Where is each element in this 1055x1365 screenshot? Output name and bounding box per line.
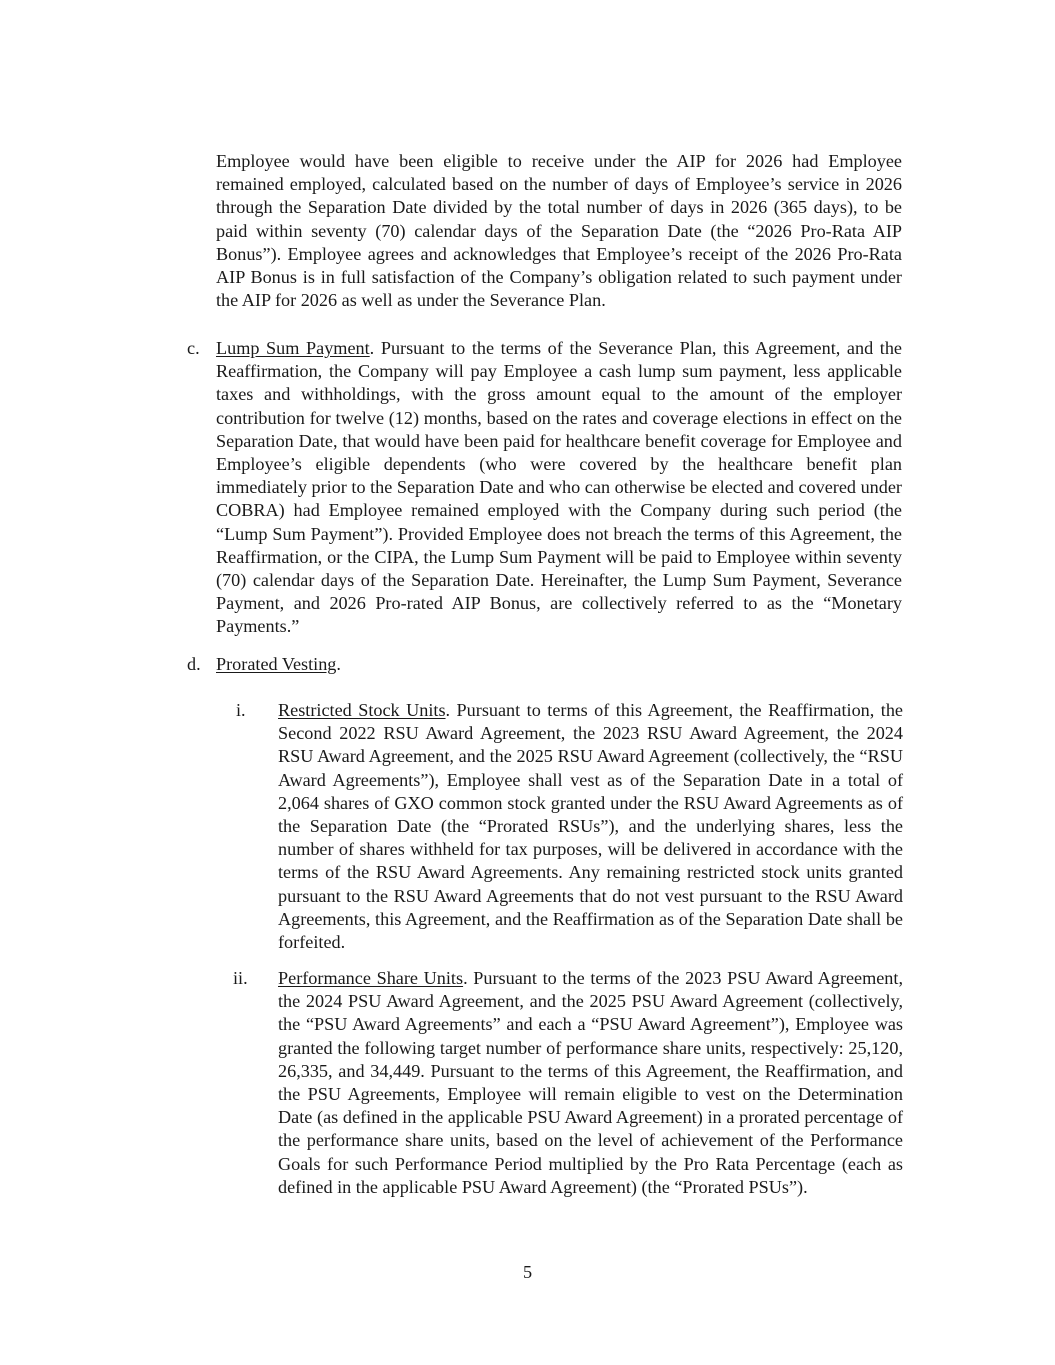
intro-paragraph: Employee would have been eligible to receive under the AIP for 2026 had Employee remained employed, calculated based on the number of days of Employee’s service in 2026 through the Separation Date divided by the total number of days in 2026 (365 days), to be paid within seventy (70) calendar days of the Separation Date (the “2026 Pro-Rata AIP Bonus”). Employee agrees and acknowledges that Employee’s receipt of the 2026 Pro-Rata AIP Bonus is in full satisfaction of the Company’s obligation related to such payment under the AIP for 2026 as well as under the Severance Plan. [216,151,902,311]
section-d-heading-suffix: . [336,654,341,674]
item-ii-text: . Pursuant to the terms of the 2023 PSU Award Agreement, the 2024 PSU Award Agreement, and the 2025 PSU Award Agreement (collectively, the “PSU Award Agreements” and each a “PSU Award Agreement”), Employee was granted the following target number of performance share units, respectively: 25,120, 26,335, and 34,449. Pursuant to the terms of this Agreement, the Reaffirmation, and the PSU Agreements, Employee will remain eligible to vest on the Determination Date (as defined in the applicable PSU Award Agreement) in a prorated percentage of the performance share units, based on the level of achievement of the Performance Goals for such Performance Period multiplied by the Pro Rata Percentage (each as defined in the applicable PSU Award Agreement) (the “Prorated PSUs”). [278,968,903,1197]
section-d-heading-line [216,653,902,676]
page-number: 5 [522,1262,533,1282]
section-c-text: . Pursuant to the terms of the Severance Plan, this Agreement, and the Reaffirmation, the Company will pay Employee a cash lump sum payment, less applicable taxes and withholdings, with the gross amount equal to the amount of the employer contribution for twelve (12) months, based on the rates and coverage elections in effect on the Separation Date, that would have been paid for healthcare benefit coverage for Employee and Employee’s eligible dependents (who were covered by the healthcare benefit plan immediately prior to the Separation Date and who can otherwise be elected and covered under COBRA) had Employee remained employed with the Company during such period (the “Lump Sum Payment”). Provided Employee does not breach the terms of this Agreement, the Reaffirmation, or the CIPA, the Lump Sum Payment will be paid to Employee within seventy (70) calendar days of the Separation Date. Hereinafter, the Lump Sum Payment, Severance Payment, and 2026 Pro-rated AIP Bonus, are collectively referred to as the “Monetary Payments.” [216,338,903,637]
item-i-marker: i. [236,700,246,720]
item-i-heading: Restricted Stock Units [278,700,446,720]
section-d-marker: d. [187,654,201,674]
section-d-heading: Prorated Vesting [216,654,337,674]
section-c-paragraph [216,337,902,639]
section-c-marker: c. [187,338,200,358]
section-c-heading: Lump Sum Payment [216,338,370,358]
item-ii-paragraph [278,967,903,1199]
item-i-paragraph [278,699,903,954]
item-ii-marker: ii. [233,968,248,988]
item-i-text: . Pursuant to terms of this Agreement, the Reaffirmation, the Second 2022 RSU Award Agreement, the 2023 RSU Award Agreement, the 2024 RSU Award Agreement, and the 2025 RSU Award Agreement (collectively, the “RSU Award Agreements”), Employee shall vest as of the Separation Date in a total of 2,064 shares of GXO common stock granted under the RSU Award Agreements as of the Separation Date (the “Prorated RSUs”), and the underlying shares, less the number of shares withheld for tax purposes, will be delivered in accordance with the terms of the RSU Award Agreements. Any remaining restricted stock units granted pursuant to the RSU Award Agreements that do not vest pursuant to the RSU Award Agreements, this Agreement, and the Reaffirmation as of the Separation Date shall be forfeited. [278,700,903,953]
item-ii-heading: Performance Share Units [278,968,464,988]
